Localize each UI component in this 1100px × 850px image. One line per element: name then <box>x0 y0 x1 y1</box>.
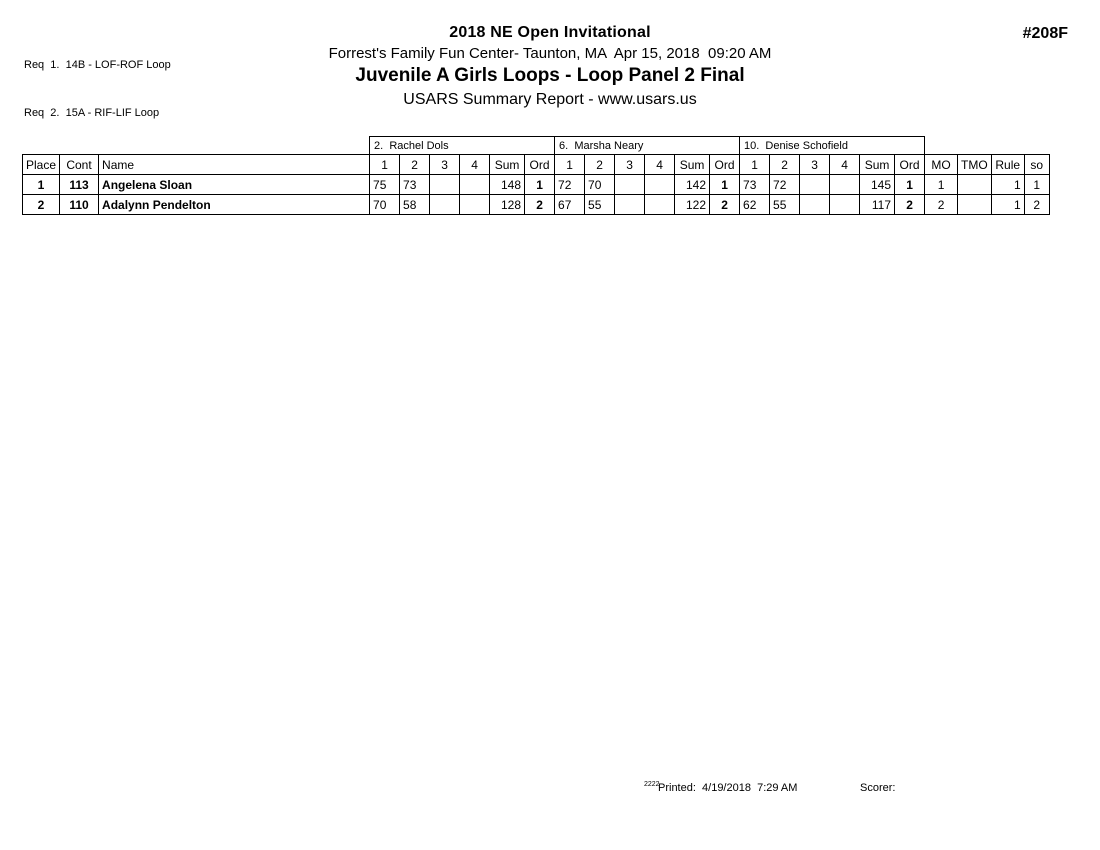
report-type-line: USARS Summary Report - www.usars.us <box>403 91 697 108</box>
cell-j3-s3 <box>800 175 830 195</box>
judge-2-name: 6. Marsha Neary <box>555 137 740 155</box>
cell-j2-ord: 2 <box>710 195 740 215</box>
cell-j3-s1: 62 <box>740 195 770 215</box>
judge-header-row <box>23 137 1050 155</box>
col-header-j1-s1: 1 <box>370 155 400 175</box>
cell-mo: 2 <box>925 195 958 215</box>
cell-so: 1 <box>1024 175 1049 195</box>
cell-j1-sum: 148 <box>490 175 525 195</box>
cell-j3-s1: 73 <box>740 175 770 195</box>
cell-j1-ord: 2 <box>525 195 555 215</box>
cell-tmo <box>958 195 992 215</box>
cell-j2-s4 <box>645 195 675 215</box>
cell-cont: 113 <box>60 175 99 195</box>
cell-j1-sum: 128 <box>490 195 525 215</box>
cell-j3-s3 <box>800 195 830 215</box>
col-header-j1-sum: Sum <box>490 155 525 175</box>
cell-j1-s2: 73 <box>400 175 430 195</box>
cell-j2-s1: 72 <box>555 175 585 195</box>
cell-j2-s2: 70 <box>585 175 615 195</box>
cell-j2-sum: 142 <box>675 175 710 195</box>
col-header-place: Place <box>23 155 60 175</box>
cell-name: Adalynn Pendelton <box>99 195 370 215</box>
cell-place: 2 <box>23 195 60 215</box>
document-number: #208F <box>1022 25 1068 42</box>
cell-j1-ord: 1 <box>525 175 555 195</box>
cell-j1-s4 <box>460 195 490 215</box>
cell-j3-s2: 55 <box>770 195 800 215</box>
cell-name: Angelena Sloan <box>99 175 370 195</box>
printed-timestamp: Printed: 4/19/2018 7:29 AM <box>658 782 798 794</box>
cell-j2-s4 <box>645 175 675 195</box>
col-header-j2-s1: 1 <box>555 155 585 175</box>
col-header-j2-sum: Sum <box>675 155 710 175</box>
cell-j2-s3 <box>615 195 645 215</box>
col-header-cont: Cont <box>60 155 99 175</box>
report-header <box>0 24 1100 109</box>
judge-row-spacer-right <box>925 137 1050 155</box>
req-2: Req 2. 15A - RIF-LIF Loop <box>24 107 160 119</box>
cell-so: 2 <box>1024 195 1049 215</box>
cell-j3-sum: 117 <box>860 195 895 215</box>
cell-j1-s3 <box>430 175 460 195</box>
col-header-j3-s4: 4 <box>830 155 860 175</box>
table-row <box>23 175 1050 195</box>
cell-rule: 1 <box>991 195 1024 215</box>
col-header-rule: Rule <box>991 155 1024 175</box>
cell-j3-ord: 1 <box>895 175 925 195</box>
scorer-label: Scorer: <box>860 782 896 794</box>
cell-j3-s2: 72 <box>770 175 800 195</box>
cell-j1-s4 <box>460 175 490 195</box>
col-header-so: so <box>1024 155 1049 175</box>
col-header-j3-s1: 1 <box>740 155 770 175</box>
judge-1-name: 2. Rachel Dols <box>370 137 555 155</box>
results-table <box>22 136 1050 215</box>
cell-j3-s4 <box>830 175 860 195</box>
col-header-j3-sum: Sum <box>860 155 895 175</box>
cell-j3-s4 <box>830 195 860 215</box>
col-header-j3-s3: 3 <box>800 155 830 175</box>
cell-place: 1 <box>23 175 60 195</box>
judge-row-spacer-left <box>23 137 370 155</box>
col-header-j1-s4: 4 <box>460 155 490 175</box>
venue-date-line: Forrest's Family Fun Center- Taunton, MA Apr 15, 2018 09:20 AM <box>328 45 772 62</box>
cell-j1-s2: 58 <box>400 195 430 215</box>
col-header-j3-s2: 2 <box>770 155 800 175</box>
table-row <box>23 195 1050 215</box>
judge-3-name: 10. Denise Schofield <box>740 137 925 155</box>
col-header-j2-ord: Ord <box>710 155 740 175</box>
cell-rule: 1 <box>991 175 1024 195</box>
col-header-j3-ord: Ord <box>895 155 925 175</box>
col-header-name: Name <box>99 155 370 175</box>
col-header-tmo: TMO <box>958 155 992 175</box>
footer-tiny-marks: 2222 <box>644 781 660 788</box>
cell-tmo <box>958 175 992 195</box>
col-header-j2-s4: 4 <box>645 155 675 175</box>
cell-j2-s2: 55 <box>585 195 615 215</box>
req-1: Req 1. 14B - LOF-ROF Loop <box>24 59 171 71</box>
cell-j1-s1: 75 <box>370 175 400 195</box>
cell-j2-s1: 67 <box>555 195 585 215</box>
cell-j1-s3 <box>430 195 460 215</box>
col-header-j2-s3: 3 <box>615 155 645 175</box>
col-header-j1-ord: Ord <box>525 155 555 175</box>
cell-cont: 110 <box>60 195 99 215</box>
col-header-mo: MO <box>925 155 958 175</box>
cell-j3-ord: 2 <box>895 195 925 215</box>
col-header-j2-s2: 2 <box>585 155 615 175</box>
cell-j2-ord: 1 <box>710 175 740 195</box>
cell-mo: 1 <box>925 175 958 195</box>
col-header-j1-s3: 3 <box>430 155 460 175</box>
event-title: Juvenile A Girls Loops - Loop Panel 2 Final <box>355 65 745 86</box>
competition-title: 2018 NE Open Invitational <box>449 24 651 41</box>
column-header-row <box>23 155 1050 175</box>
cell-j3-sum: 145 <box>860 175 895 195</box>
cell-j1-s1: 70 <box>370 195 400 215</box>
cell-j2-sum: 122 <box>675 195 710 215</box>
col-header-j1-s2: 2 <box>400 155 430 175</box>
cell-j2-s3 <box>615 175 645 195</box>
